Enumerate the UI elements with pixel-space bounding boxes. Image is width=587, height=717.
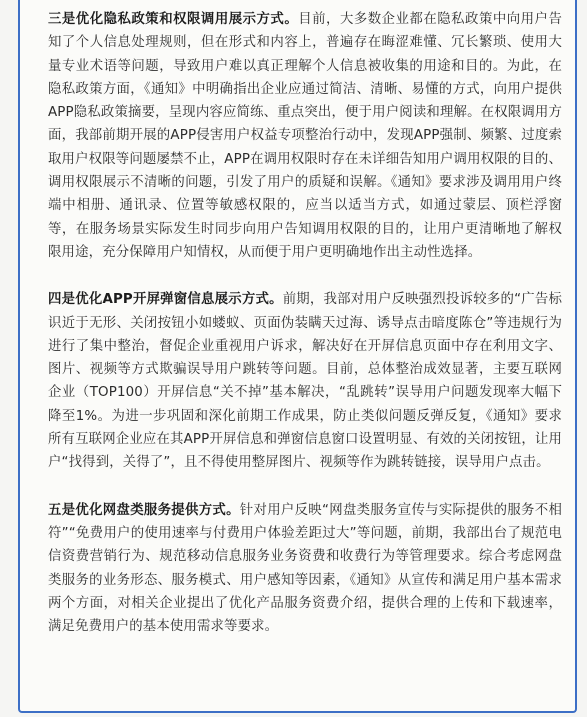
paragraph-privacy-policy — [48, 8, 562, 264]
paragraph-heading: 四是优化APP开屏弹窗信息展示方式。 — [48, 292, 283, 308]
article-body — [48, 8, 562, 638]
paragraph-heading: 五是优化网盘类服务提供方式。 — [48, 502, 240, 518]
paragraph-text: 针对用户反映“网盘类服务宣传与实际提供的服务不相符”“免费用户的使用速率与付费用户体验差距过大”等问题，前期，我部出台了规范电信资费营销行为、规范移动信息服务业务资费和收费行为等管理要求。综合考虑网盘类服务的业务形态、服务模式、用户感知等因素，《通知》从宣传和满足用户基本需求两个方面，对相关企业提出了优化产品服务资费介绍，提供合理的上传和下载速率，满足免费用户的基本使用需求等要求。 — [48, 502, 562, 635]
paragraph-heading: 三是优化隐私政策和权限调用展示方式。 — [48, 12, 299, 27]
paragraph-text: 前期，我部对用户反映强烈投诉较多的“广告标识近于无形、关闭按钮小如蝼蚁、页面伪装瞒天过海、诱导点击暗度陈仓”等违规行为进行了集中整治，督促企业重视用户诉求，解决好在开屏信息页面中存在利用文字、图片、视频等方式欺骗误导用户跳转等问题。目前，总体整治成效显著，主要互联网企业（TOP100）开屏信息“关不掉”基本解决，“乱跳转”误导用户问题发现率大幅下降至1%。为进一步巩固和深化前期工作成果，防止类似问题反弹反复，《通知》要求所有互联网企业应在其APP开屏信息和弹窗信息窗口设置明显、有效的关闭按钮，让用户“找得到，关得了”，且不得使用整屏图片、视频等作为跳转链接，误导用户点击。 — [48, 292, 562, 471]
paragraph-text: 目前，大多数企业都在隐私政策中向用户告知了个人信息处理规则，但在形式和内容上，普遍存在晦涩难懂、冗长繁琐、使用大量专业术语等问题，导致用户难以真正理解个人信息被收集的用途和目的。为此，在隐私政策方面，《通知》中明确指出企业应通过简洁、清晰、易懂的方式，向用户提供APP隐私政策摘要，呈现内容应简练、重点突出，便于用户阅读和理解。在权限调用方面，我部前期开展的APP侵害用户权益专项整治行动中，发现APP强制、频繁、过度索取用户权限等问题屡禁不止，APP在调用权限时存在未详细告知用户调用权限的目的、调用权限展示不清晰的问题，引发了用户的质疑和误解。《通知》要求涉及调用用户终端中相册、通讯录、位置等敏感权限的，应当以适当方式，如通过蒙层、顶栏浮窗等，在服务场景实际发生时同步向用户告知调用权限的目的，让用户更清晰地了解权限用途，充分保障用户知情权，从而便于用户更明确地作出主动性选择。 — [48, 12, 562, 260]
paragraph-splash-popup — [48, 288, 562, 474]
paragraph-cloud-storage — [48, 499, 562, 639]
